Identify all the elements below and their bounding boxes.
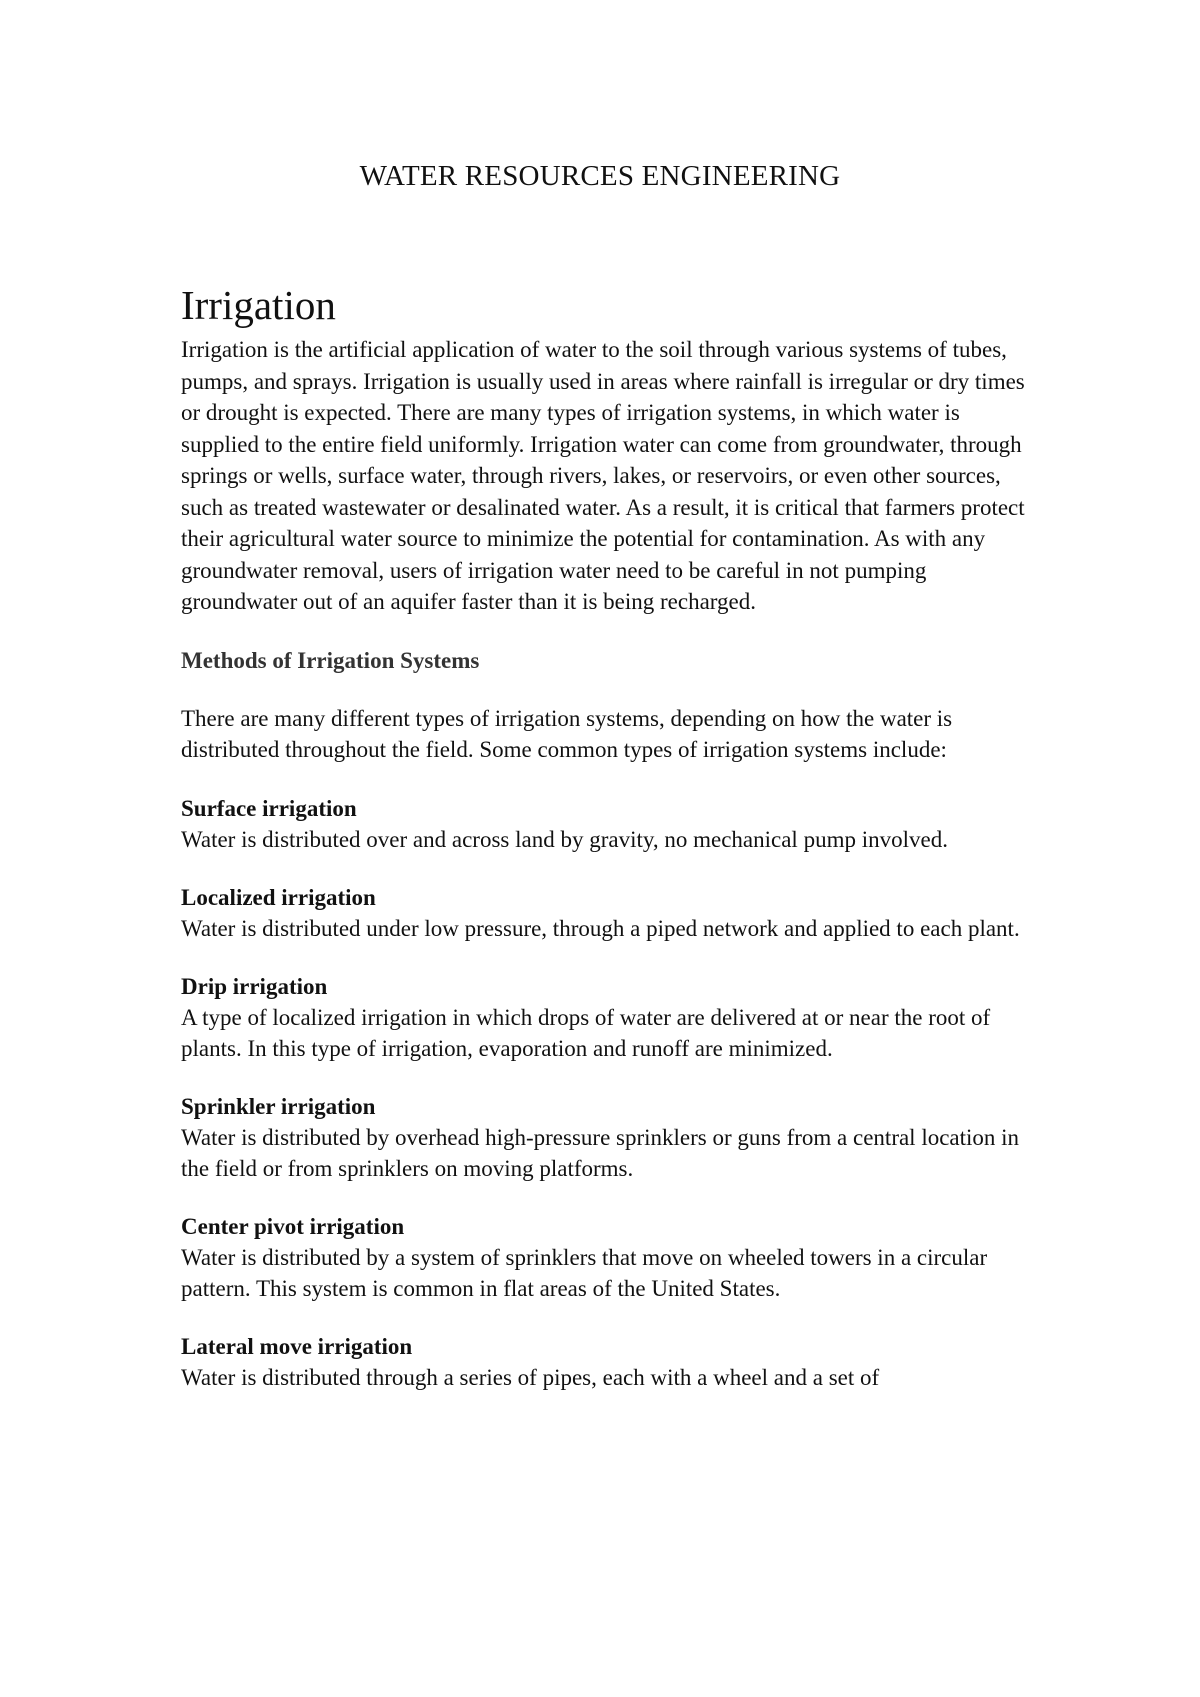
method-description: Water is distributed through a series of pipes, each with a wheel and a set of — [181, 1364, 880, 1390]
method-sprinkler — [181, 1092, 1026, 1184]
method-name: Drip irrigation — [181, 973, 328, 999]
method-description: Water is distributed under low pressure, through a piped network and applied to each plant. — [181, 915, 1020, 941]
methods-lead-paragraph: There are many different types of irrigation systems, depending on how the water is distributed throughout the field. Some common types of irrigation systems include: — [181, 705, 953, 762]
intro-paragraph: Irrigation is the artificial application of water to the soil through various systems of tubes, pumps, and sprays. Irrigation is usually used in areas where rainfall is irregular or dry times or drought is expected. There are many types of irrigation systems, in which water is supplied to the entire field uniformly. Irrigation water can come from groundwater, through springs or wells, surface water, through rivers, lakes, or reservoirs, or even other sources, such as treated wastewater or desalinated water. As a result, it is critical that farmers protect their agricultural water source to minimize the potential for contamination. As with any groundwater removal, users of irrigation water need to be careful in not pumping groundwater out of an aquifer faster than it is being recharged. — [181, 337, 1025, 614]
method-surface — [181, 794, 1026, 855]
section-heading-irrigation: Irrigation — [181, 282, 336, 328]
method-localized — [181, 883, 1026, 944]
method-description: Water is distributed by overhead high-pressure sprinklers or guns from a central location in the field or from sprinklers on moving platforms. — [181, 1124, 1020, 1181]
method-description: A type of localized irrigation in which drops of water are delivered at or near the root of plants. In this type of irrigation, evaporation and runoff are minimized. — [181, 1004, 991, 1061]
method-drip — [181, 972, 1026, 1064]
method-description: Water is distributed over and across land by gravity, no mechanical pump involved. — [181, 826, 948, 852]
method-name: Lateral move irrigation — [181, 1333, 413, 1359]
method-name: Surface irrigation — [181, 795, 357, 821]
method-name: Sprinkler irrigation — [181, 1093, 376, 1119]
method-description: Water is distributed by a system of sprinklers that move on wheeled towers in a circular pattern. This system is common in flat areas of the United States. — [181, 1244, 988, 1301]
method-name: Center pivot irrigation — [181, 1213, 405, 1239]
method-lateral-move — [181, 1332, 1026, 1393]
document-body — [181, 280, 1026, 1393]
methods-heading: Methods of Irrigation Systems — [181, 647, 480, 673]
method-name: Localized irrigation — [181, 884, 376, 910]
method-center-pivot — [181, 1212, 1026, 1304]
document-title: WATER RESOURCES ENGINEERING — [359, 160, 841, 192]
